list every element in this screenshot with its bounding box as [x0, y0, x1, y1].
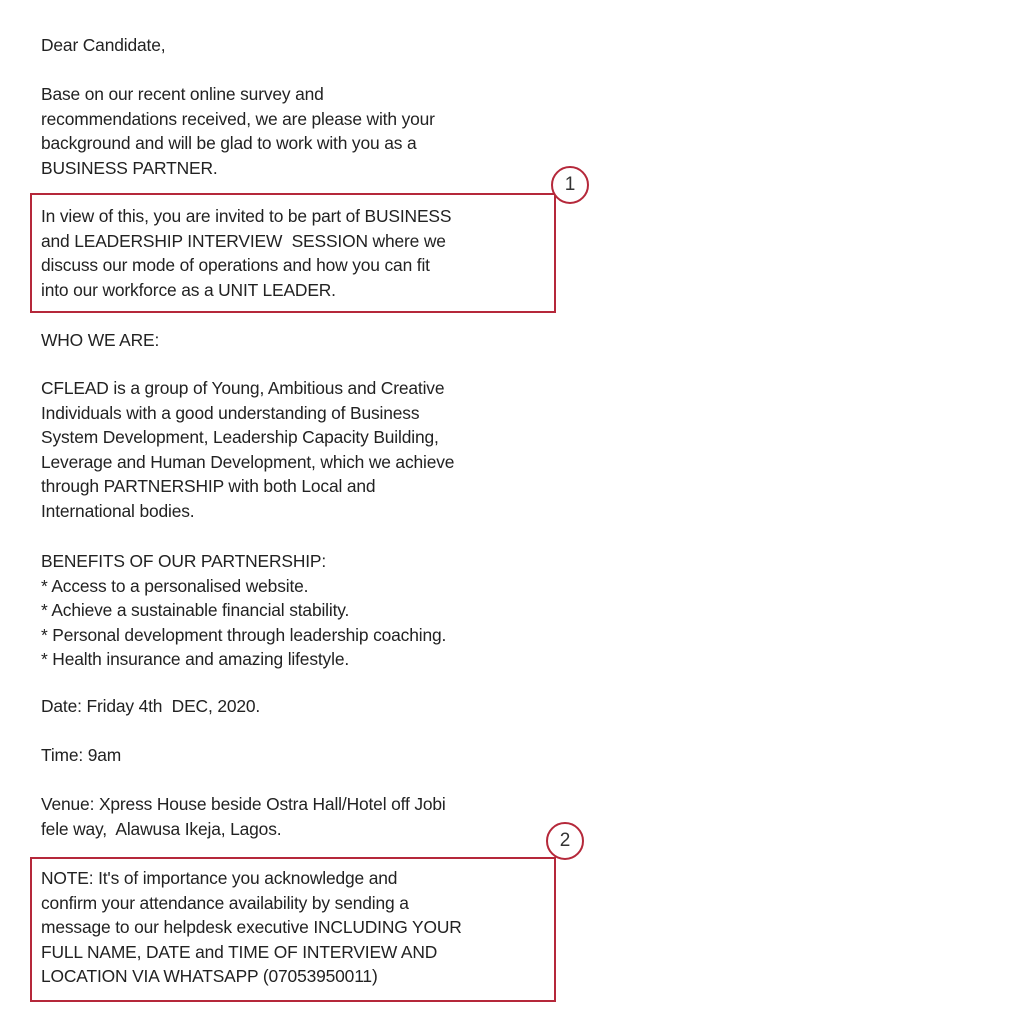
intro-line: background and will be glad to work with you as a: [41, 133, 417, 154]
benefit-item: * Personal development through leadership coaching.: [41, 624, 447, 645]
who-heading-text: WHO WE ARE:: [41, 330, 160, 350]
note-line: FULL NAME, DATE and TIME OF INTERVIEW AND: [41, 941, 438, 962]
who-line: International bodies.: [41, 500, 195, 521]
invitation-line: In view of this, you are invited to be part of BUSINESS: [41, 206, 452, 226]
invitation-paragraph: [41, 204, 561, 302]
note-line: LOCATION VIA WHATSAPP (07053950011): [41, 966, 378, 987]
date-text: Date: Friday 4th DEC, 2020.: [41, 696, 261, 716]
who-line: through PARTNERSHIP with both Local and: [41, 476, 376, 497]
benefit-item: * Access to a personalised website.: [41, 575, 309, 596]
who-line: Individuals with a good understanding of Business: [41, 402, 420, 423]
who-paragraph: [41, 376, 561, 524]
greeting: [41, 33, 561, 58]
date-line: [41, 694, 561, 719]
intro-paragraph: [41, 82, 561, 180]
venue-line: fele way, Alawusa Ikeja, Lagos.: [41, 818, 282, 839]
who-heading: [41, 328, 561, 353]
note-paragraph: [41, 866, 561, 989]
benefit-item: * Health insurance and amazing lifestyle.: [41, 649, 350, 670]
venue-line: Venue: Xpress House beside Ostra Hall/Hotel off Jobi: [41, 794, 446, 814]
benefit-item: * Achieve a sustainable financial stability.: [41, 600, 350, 621]
callout-marker-2: 2: [546, 822, 584, 860]
greeting-line: Dear Candidate,: [41, 35, 166, 55]
callout-marker-1: 1: [551, 166, 589, 204]
note-line: NOTE: It's of importance you acknowledge and: [41, 868, 398, 888]
invitation-line: discuss our mode of operations and how you can fit: [41, 255, 430, 276]
note-line: message to our helpdesk executive INCLUDING YOUR: [41, 917, 462, 938]
intro-line: BUSINESS PARTNER.: [41, 157, 218, 178]
benefits-section: [41, 549, 561, 672]
note-line: confirm your attendance availability by sending a: [41, 892, 409, 913]
intro-line: Base on our recent online survey and: [41, 84, 324, 104]
who-line: System Development, Leadership Capacity Building,: [41, 427, 439, 448]
time-line: [41, 743, 561, 768]
who-line: Leverage and Human Development, which we achieve: [41, 451, 455, 472]
invitation-line: into our workforce as a UNIT LEADER.: [41, 279, 336, 300]
time-text: Time: 9am: [41, 745, 122, 765]
venue-paragraph: [41, 792, 561, 841]
who-line: CFLEAD is a group of Young, Ambitious and Creative: [41, 378, 445, 398]
intro-line: recommendations received, we are please with your: [41, 108, 435, 129]
benefits-heading: BENEFITS OF OUR PARTNERSHIP:: [41, 551, 327, 571]
invitation-line: and LEADERSHIP INTERVIEW SESSION where we: [41, 230, 446, 251]
